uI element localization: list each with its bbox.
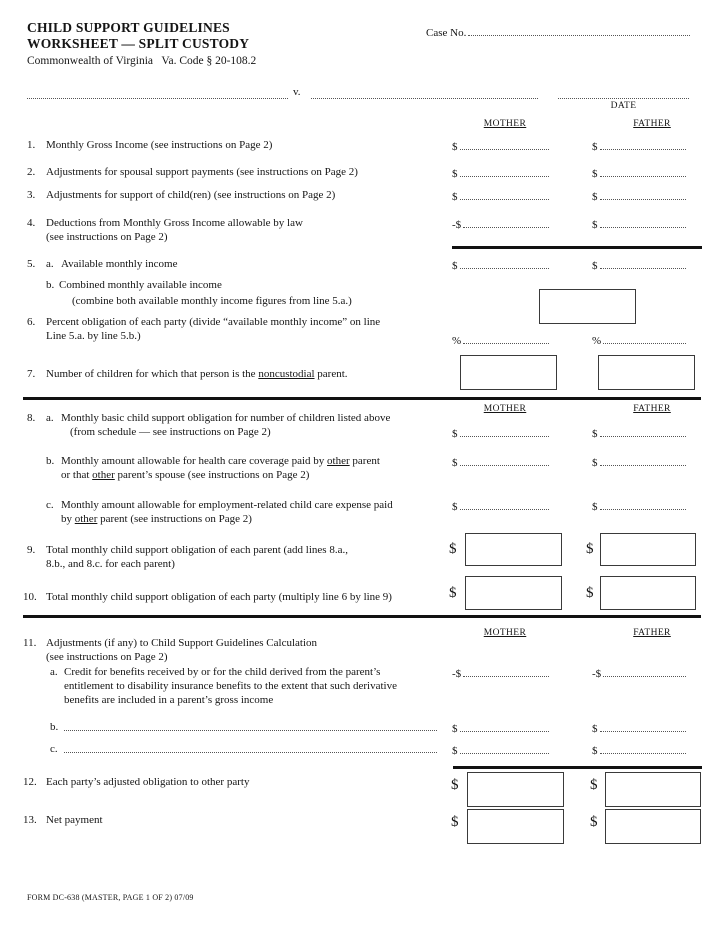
amount-blank[interactable] — [460, 721, 550, 732]
line4-number: 4. — [27, 217, 36, 229]
column-header-mother: MOTHER — [483, 404, 527, 414]
line13-mother-box[interactable] — [467, 809, 564, 844]
line11a-letter: a. — [50, 666, 58, 678]
line5a-mother-field[interactable] — [452, 258, 549, 273]
line7-label-post: parent. — [314, 368, 348, 380]
line8a-father-field[interactable] — [592, 426, 686, 441]
percent-prefix: % — [452, 335, 462, 347]
dollar-prefix: $ — [452, 191, 458, 203]
dollar-prefix: $ — [452, 168, 458, 180]
dollar-prefix: $ — [592, 260, 598, 272]
line11b-letter: b. — [50, 721, 59, 733]
line11a-label-line2: entitlement to disability insurance benefits to the extent that such derivative — [64, 680, 397, 692]
line2-label: Adjustments for spousal support payments (see instructions on Page 2) — [46, 166, 358, 178]
date-label: DATE — [610, 101, 637, 111]
amount-blank[interactable] — [460, 258, 550, 269]
dollar-prefix: $ — [452, 745, 458, 757]
form-subtitle: Commonwealth of Virginia Va. Code § 20-108.2 — [27, 55, 257, 67]
line3-father-field[interactable] — [592, 189, 686, 204]
line6-label-line2: Line 5.a. by line 5.b.) — [46, 330, 141, 342]
case-number-field[interactable] — [468, 25, 690, 36]
line5b-label: Combined monthly available income — [59, 279, 222, 291]
amount-blank[interactable] — [600, 455, 687, 466]
percent-prefix: % — [592, 335, 602, 347]
section-rule-2 — [23, 615, 701, 618]
line8c-father-field[interactable] — [592, 499, 686, 514]
amount-blank[interactable] — [603, 333, 686, 344]
line13-label: Net payment — [46, 814, 103, 826]
dollar-prefix: $ — [452, 428, 458, 440]
dollar-prefix: $ — [592, 219, 598, 231]
line12-mother-box[interactable] — [467, 772, 564, 807]
amount-blank[interactable] — [600, 189, 687, 200]
line5a-label: Available monthly income — [61, 258, 178, 270]
amount-blank[interactable] — [460, 455, 550, 466]
line8c-l2-post: parent (see instructions on Page 2) — [97, 513, 252, 525]
amount-blank[interactable] — [463, 666, 549, 677]
line5b-letter: b. — [46, 279, 55, 291]
dollar-prefix: $ — [592, 457, 598, 469]
line11b-description-field[interactable] — [64, 719, 437, 731]
line11b-mother-field[interactable] — [452, 721, 549, 736]
column-header-father: FATHER — [633, 404, 671, 414]
amount-blank[interactable] — [600, 217, 687, 228]
line12-mother-dollar: $ — [451, 777, 459, 793]
line11-number: 11. — [23, 637, 37, 649]
line9-label-line1: Total monthly child support obligation of each parent (add lines 8.a., — [46, 544, 348, 556]
line8b-l2-underlined: other — [92, 469, 115, 481]
line4-mother-field[interactable] — [452, 217, 549, 232]
line8c-mother-field[interactable] — [452, 499, 549, 514]
line8a-label-line2: (from schedule — see instructions on Page 2) — [70, 426, 271, 438]
dollar-prefix: $ — [452, 457, 458, 469]
amount-blank[interactable] — [460, 139, 550, 150]
dollar-prefix: $ — [592, 191, 598, 203]
line13-number: 13. — [23, 814, 37, 826]
line2-mother-field[interactable] — [452, 166, 549, 181]
line7-father-box[interactable] — [598, 355, 695, 390]
dollar-prefix: $ — [452, 501, 458, 513]
line2-father-field[interactable] — [592, 166, 686, 181]
line1-label: Monthly Gross Income (see instructions on Page 2) — [46, 139, 273, 151]
line9-father-box[interactable] — [600, 533, 696, 566]
line8b-mother-field[interactable] — [452, 455, 549, 470]
line11a-father-field[interactable] — [592, 666, 686, 681]
line8b-label-line1 — [61, 455, 380, 468]
sum-rule-line4 — [452, 246, 702, 249]
column-header-father: FATHER — [633, 628, 671, 638]
amount-blank[interactable] — [600, 721, 687, 732]
line11-label-line1: Adjustments (if any) to Child Support Guidelines Calculation — [46, 637, 317, 649]
minus-dollar-prefix: -$ — [592, 668, 602, 680]
dollar-prefix: $ — [592, 168, 598, 180]
amount-blank[interactable] — [600, 426, 687, 437]
line13-mother-dollar: $ — [451, 814, 459, 830]
line3-label: Adjustments for support of child(ren) (see instructions on Page 2) — [46, 189, 336, 201]
minus-dollar-prefix: -$ — [452, 668, 462, 680]
line8b-label-line2 — [61, 469, 309, 482]
line9-number: 9. — [27, 544, 36, 556]
line8b-father-field[interactable] — [592, 455, 686, 470]
line8c-label-line1: Monthly amount allowable for employment-related child care expense paid — [61, 499, 393, 511]
case-number-row — [426, 25, 690, 40]
minus-dollar-prefix: -$ — [452, 219, 462, 231]
line11a-label-line3: benefits are included in a parent’s gross income — [64, 694, 274, 706]
line7-label-pre: Number of children for which that person is the — [46, 368, 259, 380]
line12-label: Each party’s adjusted obligation to other party — [46, 776, 250, 788]
line10-father-dollar: $ — [586, 585, 594, 601]
line4-label-line2: (see instructions on Page 2) — [46, 231, 168, 243]
line4-father-field[interactable] — [592, 217, 686, 232]
line12-father-box[interactable] — [605, 772, 701, 807]
versus-label: v. — [293, 86, 301, 98]
line4-label-line1: Deductions from Monthly Gross Income allowable by law — [46, 217, 303, 229]
column-header-mother: MOTHER — [483, 628, 527, 638]
line11-label-line2: (see instructions on Page 2) — [46, 651, 168, 663]
line3-mother-field[interactable] — [452, 189, 549, 204]
line8b-l1-underlined: other — [327, 455, 350, 467]
line9-mother-dollar: $ — [449, 541, 457, 557]
amount-blank[interactable] — [463, 217, 549, 228]
line10-mother-dollar: $ — [449, 585, 457, 601]
line8b-l2-pre: or that — [61, 469, 93, 481]
dollar-prefix: $ — [452, 723, 458, 735]
amount-blank[interactable] — [460, 499, 550, 510]
line5b-label-line2: (combine both available monthly income figures from line 5.a.) — [72, 295, 352, 307]
line8b-l2-post: parent’s spouse (see instructions on Page 2) — [114, 469, 310, 481]
line8c-l2-underlined: other — [74, 513, 98, 525]
defendant-name-field[interactable] — [311, 87, 538, 99]
line11b-father-field[interactable] — [592, 721, 686, 736]
amount-blank[interactable] — [600, 743, 687, 754]
amount-blank[interactable] — [463, 333, 549, 344]
amount-blank[interactable] — [460, 743, 550, 754]
line10-label: Total monthly child support obligation of each party (multiply line 6 by line 9) — [46, 591, 392, 603]
line1-mother-field[interactable] — [452, 139, 549, 154]
line2-number: 2. — [27, 166, 36, 178]
line9-mother-box[interactable] — [465, 533, 562, 566]
line12-number: 12. — [23, 776, 37, 788]
line1-father-field[interactable] — [592, 139, 686, 154]
line10-number: 10. — [23, 591, 37, 603]
dollar-prefix: $ — [592, 141, 598, 153]
dollar-prefix: $ — [592, 745, 598, 757]
dollar-prefix: $ — [592, 428, 598, 440]
plaintiff-name-field[interactable] — [27, 87, 288, 99]
dollar-prefix: $ — [592, 723, 598, 735]
amount-blank[interactable] — [460, 166, 550, 177]
line5-number: 5. — [27, 258, 36, 270]
line8a-letter: a. — [46, 412, 54, 424]
column-header-father: FATHER — [633, 119, 671, 129]
dollar-prefix: $ — [452, 141, 458, 153]
line1-number: 1. — [27, 139, 36, 151]
line8b-l1-pre: Monthly amount allowable for health care coverage paid by — [61, 455, 328, 467]
line5a-father-field[interactable] — [592, 258, 686, 273]
amount-blank[interactable] — [603, 666, 686, 677]
line11c-description-field[interactable] — [64, 741, 437, 753]
form-number-footer: FORM DC-638 (MASTER, PAGE 1 OF 2) 07/09 — [27, 893, 194, 902]
line8c-letter: c. — [46, 499, 54, 511]
line12-father-dollar: $ — [590, 777, 598, 793]
dollar-prefix: $ — [592, 501, 598, 513]
line6-mother-field[interactable] — [452, 333, 549, 348]
line8c-l2-pre: by — [61, 513, 75, 525]
line6-label-line1: Percent obligation of each party (divide “available monthly income” on line — [46, 316, 381, 328]
amount-blank[interactable] — [600, 258, 687, 269]
line8c-label-line2 — [61, 513, 252, 526]
form-title-line2: WORKSHEET — SPLIT CUSTODY — [27, 36, 250, 51]
line11c-father-field[interactable] — [592, 743, 686, 758]
line13-father-dollar: $ — [590, 814, 598, 830]
amount-blank[interactable] — [460, 426, 550, 437]
line6-number: 6. — [27, 316, 36, 328]
line8-number: 8. — [27, 412, 36, 424]
amount-blank[interactable] — [600, 499, 687, 510]
line5a-letter: a. — [46, 258, 54, 270]
line9-label-line2: 8.b., and 8.c. for each parent) — [46, 558, 175, 570]
column-header-mother: MOTHER — [483, 119, 527, 129]
line8b-letter: b. — [46, 455, 55, 467]
line7-label-underlined: noncustodial — [258, 368, 315, 380]
line8a-label-line1: Monthly basic child support obligation for number of children listed above — [61, 412, 391, 424]
line11c-letter: c. — [50, 743, 58, 755]
line7-label — [46, 368, 348, 381]
line7-mother-box[interactable] — [460, 355, 557, 390]
line6-father-field[interactable] — [592, 333, 686, 348]
line11a-mother-field[interactable] — [452, 666, 549, 681]
line8b-l1-post: parent — [349, 455, 380, 467]
line9-father-dollar: $ — [586, 541, 594, 557]
line8a-mother-field[interactable] — [452, 426, 549, 441]
line10-father-box[interactable] — [600, 576, 696, 610]
section-rule-1 — [23, 397, 701, 400]
line7-number: 7. — [27, 368, 36, 380]
line13-father-box[interactable] — [605, 809, 701, 844]
line3-number: 3. — [27, 189, 36, 201]
line10-mother-box[interactable] — [465, 576, 562, 610]
amount-blank[interactable] — [600, 139, 687, 150]
amount-blank[interactable] — [460, 189, 550, 200]
line5b-combined-income-box[interactable] — [539, 289, 636, 324]
dollar-prefix: $ — [452, 260, 458, 272]
date-field[interactable] — [558, 87, 689, 99]
amount-blank[interactable] — [600, 166, 687, 177]
line11c-mother-field[interactable] — [452, 743, 549, 758]
case-number-label: Case No. — [426, 27, 467, 39]
sum-rule-line11 — [453, 766, 702, 769]
form-title-line1: CHILD SUPPORT GUIDELINES — [27, 20, 230, 35]
line11a-label-line1: Credit for benefits received by or for the child derived from the parent’s — [64, 666, 381, 678]
